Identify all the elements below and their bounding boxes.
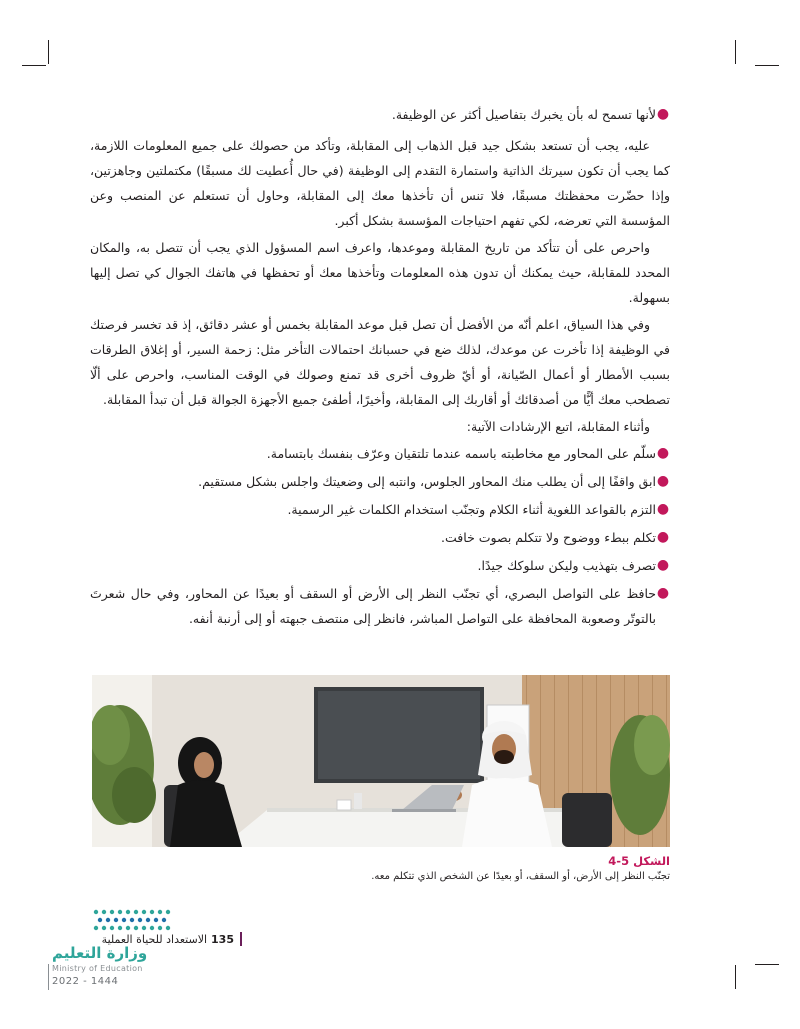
bullet-icon: ● — [656, 473, 670, 489]
paragraph: وفي هذا السياق، اعلم أنّه من الأفضل أن تصل قبل موعد المقابلة بخمس أو عشر دقائق، إذ قد تخسر فرصتك في الوظيفة إذا تأخرت عن موعدك، لذلك ضع في حسبانك احتمالات التأخر مثل: زحمة السير، أو إغلاق الطرقات بسبب الأمطار أو أعمال الصّيانة، أو أيّ ظروف أخرى قد تمنع وصولك في الوقت المناسب، واحرص على ألّا تصطحب معك أيًّا من أصدقائك أو أقاربك إلى المقابلة، وأخيرًا، أطفئ جميع الأجهزة الجوالة قبل أن تبدأ المقابلة. — [90, 317, 670, 407]
list-item — [90, 581, 670, 631]
edition-year: 2022 - 1444 — [52, 976, 119, 987]
book-title: الاستعداد للحياة العملية — [101, 932, 208, 946]
list-item — [90, 441, 670, 466]
list-item-text: التزم بالقواعد اللغوية أثناء الكلام وتجنّب استخدام الكلمات غير الرسمية. — [287, 502, 656, 517]
logo-divider — [48, 964, 49, 990]
bullet-icon: ● — [656, 557, 670, 573]
crop-mark — [755, 65, 779, 66]
body-text — [90, 102, 670, 634]
page-number: 135 — [211, 932, 234, 946]
bullet-icon: ● — [656, 529, 670, 545]
list-item-text: ابق واقفًا إلى أن يطلب منك المحاور الجلوس، وانتبه إلى وضعيتك واجلس بشكل مستقيم. — [198, 474, 656, 489]
list-item — [90, 497, 670, 522]
list-item-text: تكلم ببطء ووضوح ولا تتكلم بصوت خافت. — [441, 530, 656, 545]
paragraph: واحرص على أن تتأكد من تاريخ المقابلة وموعدها، واعرف اسم المسؤول الذي يجب أن تتصل به، والمكان المحدد للمقابلة، حيث يمكنك أن تدون هذه المعلومات وتأخذها معك أو تحفظها في هاتفك الجوال كي تصل إليها بسهولة. — [90, 240, 670, 305]
interview-photo — [92, 675, 670, 847]
ministry-name-english: Ministry of Education — [52, 964, 143, 973]
interview-illustration — [92, 675, 670, 847]
crop-mark — [48, 40, 49, 64]
paragraph: وأثناء المقابلة، اتبع الإرشادات الآتية: — [466, 419, 650, 434]
list-item-text: تصرف بتهذيب وليكن سلوكك جيدًا. — [477, 558, 656, 573]
footer-divider — [240, 932, 242, 946]
crop-mark — [755, 964, 779, 965]
bullet-icon: ● — [656, 106, 670, 122]
paragraph: عليه، يجب أن تستعد بشكل جيد قبل الذهاب إلى المقابلة، وتأكد من حصولك على جميع المعلومات اللازمة، كما يجب أن تكون سيرتك الذاتية واستمارة التقدم إلى الوظيفة (في حال أُعطيت لك مسبقًا) مكتملتين وجاهزتين، وإذا حضّرت محفظتك مسبقًا، فلا تنس أن تأخذها معك إلى المقابلة، وحاول أن تستعلم عن المنصب وعن المؤسسة التي تعرضه، لكي تفهم احتياجات المؤسسة بشكل أكبر. — [90, 138, 670, 228]
logo-dots-middle — [98, 918, 166, 922]
list-item-text: حافظ على التواصل البصري، أي تجنّب النظر إلى الأرض أو السقف أو بعيدًا عن المحاور، وفي حال شعرتَ بالتوتّر وصعوبة المحافظة على التواصل المباشر، فانظر إلى منتصف جبهته أو إلى أرنبة أنفه. — [90, 586, 656, 626]
intro-bullet — [90, 102, 670, 127]
list-item — [90, 525, 670, 550]
crop-mark — [735, 965, 736, 989]
logo-dots-top — [94, 910, 170, 914]
crop-mark — [735, 40, 736, 64]
bullet-icon: ● — [656, 501, 670, 517]
bullet-icon: ● — [656, 585, 670, 601]
list-item-text: سلّم على المحاور مع مخاطبته باسمه عندما تلتقيان وعرّف بنفسك بابتسامة. — [266, 446, 656, 461]
intro-bullet-text: لأنها تسمح له بأن يخبرك بتفاصيل أكثر عن الوظيفة. — [391, 107, 656, 122]
guidelines-list — [90, 441, 670, 631]
list-item — [90, 553, 670, 578]
ministry-name-arabic: وزارة التعليم — [52, 944, 148, 962]
list-item — [90, 469, 670, 494]
figure-caption — [92, 853, 670, 884]
logo-dots-bottom — [94, 926, 170, 930]
bullet-icon: ● — [656, 445, 670, 461]
crop-mark — [22, 65, 46, 66]
figure-caption-text: تجنّب النظر إلى الأرض، أو السقف، أو بعيدًا عن الشخص الذي تتكلم معه. — [371, 871, 670, 882]
figure-label: الشكل 5-4 — [608, 854, 670, 868]
